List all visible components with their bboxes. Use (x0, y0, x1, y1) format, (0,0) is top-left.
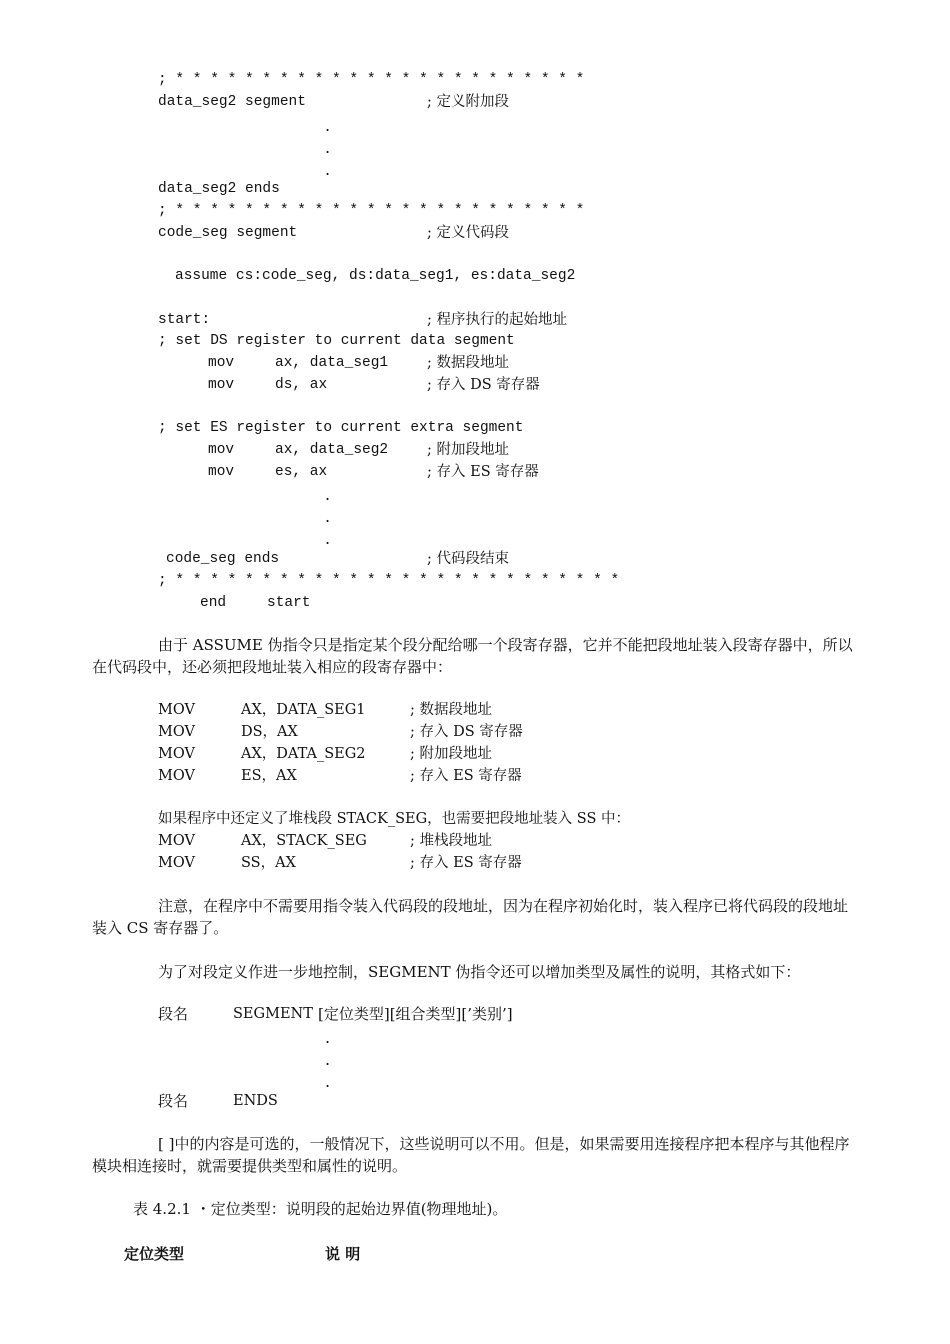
code-op: mov (208, 464, 235, 480)
code-comment: ; 存入 DS 寄存器 (427, 377, 540, 393)
paragraph-optional-note: [ ]中的内容是可选的，一般情况下，这些说明可以不用。但是，如果需要用连接程序把本程序与其他程序模块相连接时，就需要提供类型和属性的说明。 (92, 1135, 850, 1175)
table-header-positioning-type: 定位类型 (124, 1245, 185, 1263)
mov-op: MOV (158, 855, 195, 871)
code-args: ds, ax (275, 377, 328, 393)
stars-separator-2: ; * * * * * * * * * * * * * * * * * * * * * * * * (158, 203, 585, 219)
code-comment-start: ; 程序执行的起始地址 (427, 312, 567, 328)
ellipsis-dot: . (325, 116, 331, 135)
code-comment-set-ds: ; set DS register to current data segment (158, 333, 515, 349)
ellipsis-dot: . (325, 485, 331, 504)
code-comment-code-end: ; 代码段结束 (427, 551, 509, 567)
mov-args: AX，DATA_SEG1 (241, 702, 366, 718)
code-assume: assume cs:code_seg, ds:data_seg1, es:data_seg2 (175, 268, 576, 284)
code-start-label: start: (158, 312, 211, 328)
mov-comment: ; 附加段地址 (410, 746, 492, 762)
ellipsis-dot: . (325, 1072, 331, 1091)
ellipsis-dot: . (325, 529, 331, 548)
code-comment: ; 存入 ES 寄存器 (427, 464, 539, 480)
code-comment: ; 数据段地址 (427, 355, 509, 371)
mov-comment: ; 堆栈段地址 (410, 833, 492, 849)
paragraph-cs-note: 注意，在程序中不需要用指令装入代码段的段地址，因为在程序初始化时，装入程序已将代码段的段地址装入 CS 寄存器了。 (92, 897, 849, 937)
mov-comment: ; 存入 ES 寄存器 (410, 768, 522, 784)
code-op: mov (208, 442, 235, 458)
code-code-seg-ends: code_seg ends (166, 551, 280, 567)
ellipsis-dot: . (325, 1050, 331, 1069)
mov-op: MOV (158, 702, 195, 718)
mov-op: MOV (158, 768, 195, 784)
code-op: mov (208, 355, 235, 371)
paragraph-segment-format-intro: 为了对段定义作进一步地控制，SEGMENT 伪指令还可以增加类型及属性的说明，其格式如下： (158, 963, 801, 981)
mov-op: MOV (158, 724, 195, 740)
mov-comment: ; 存入 DS 寄存器 (410, 724, 523, 740)
table-header-description: 说 明 (325, 1245, 361, 1263)
mov-args: ES，AX (241, 768, 297, 784)
code-args: ax, data_seg1 (275, 355, 389, 371)
code-data-seg2-segment: data_seg2 segment (158, 94, 306, 110)
table-caption: 表 4.2.1 ・定位类型：说明段的起始边界值(物理地址)。 (133, 1200, 508, 1218)
mov-args: DS，AX (241, 724, 298, 740)
paragraph-assume-explanation: 由于 ASSUME 伪指令只是指定某个段分配给哪一个段寄存器，它并不能把段地址装入段寄存器中，所以在代码段中，还必须把段地址装入相应的段寄存器中： (92, 636, 853, 676)
code-data-seg2-ends: data_seg2 ends (158, 181, 280, 197)
format-segment-options: [定位类型][组合类型][’类别’] (318, 1005, 513, 1023)
ellipsis-dot: . (325, 138, 331, 157)
ellipsis-dot: . (325, 1028, 331, 1047)
code-code-seg-segment: code_seg segment (158, 225, 298, 241)
code-args: ax, data_seg2 (275, 442, 389, 458)
stars-separator-3: ; * * * * * * * * * * * * * * * * * * * * * * * * * * (158, 573, 620, 589)
mov-op: MOV (158, 833, 195, 849)
code-end-keyword: end (200, 595, 227, 611)
mov-args: AX，STACK_SEG (241, 833, 367, 849)
code-comment-extra-seg: ; 定义附加段 (427, 94, 509, 110)
code-end-label: start (267, 595, 311, 611)
ellipsis-dot: . (325, 507, 331, 526)
code-comment-set-es: ; set ES register to current extra segment (158, 420, 524, 436)
format-ends-keyword: ENDS (233, 1093, 278, 1109)
code-comment-code-seg: ; 定义代码段 (427, 225, 509, 241)
format-segment-name: 段名 (158, 1005, 189, 1023)
code-op: mov (208, 377, 235, 393)
mov-op: MOV (158, 746, 195, 762)
code-args: es, ax (275, 464, 328, 480)
mov-args: AX，DATA_SEG2 (241, 746, 366, 762)
format-segment-keyword: SEGMENT (233, 1006, 313, 1022)
ellipsis-dot: . (325, 160, 331, 179)
stack-segment-intro: 如果程序中还定义了堆栈段 STACK_SEG，也需要把段地址装入 SS 中： (158, 811, 630, 827)
code-comment: ; 附加段地址 (427, 442, 509, 458)
stars-separator-1: ; * * * * * * * * * * * * * * * * * * * * * * * * (158, 72, 585, 88)
mov-comment: ; 存入 ES 寄存器 (410, 855, 522, 871)
format-ends-name: 段名 (158, 1092, 189, 1110)
mov-args: SS，AX (241, 855, 296, 871)
mov-comment: ; 数据段地址 (410, 702, 492, 718)
